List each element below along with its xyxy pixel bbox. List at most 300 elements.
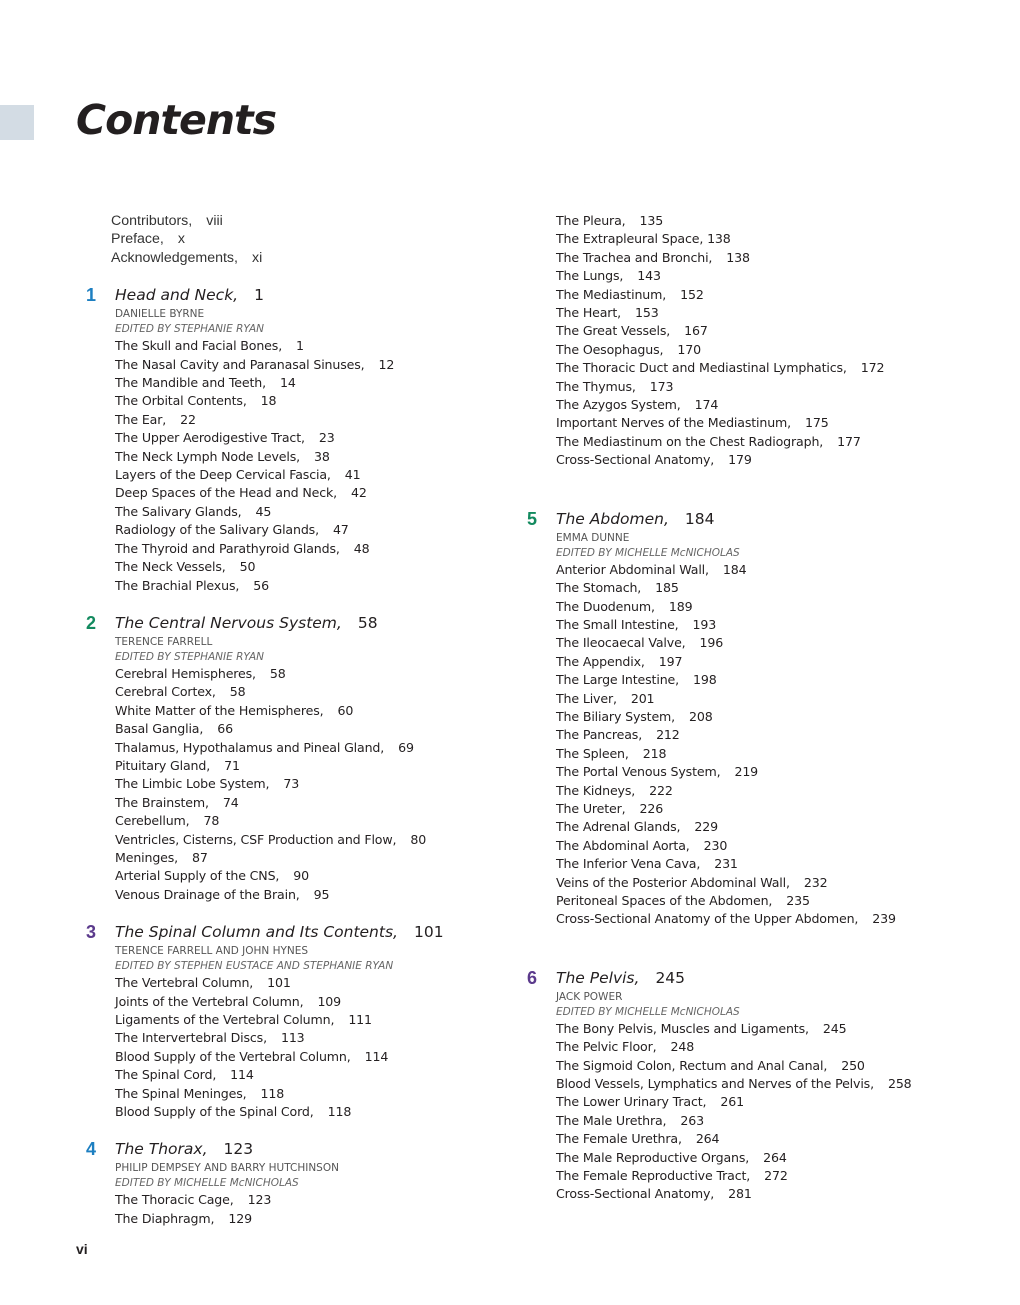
toc-entry[interactable] bbox=[556, 1057, 1007, 1075]
toc-entry-label: The Portal Venous System, bbox=[556, 764, 721, 780]
toc-entry-label: Veins of the Posterior Abdominal Wall, bbox=[556, 874, 790, 890]
toc-entry-label: Deep Spaces of the Head and Neck, bbox=[115, 485, 338, 501]
toc-entry-page: 114 bbox=[364, 1048, 389, 1064]
toc-entry[interactable] bbox=[556, 1038, 1007, 1056]
toc-entry[interactable] bbox=[115, 720, 506, 738]
toc-entry-page: 201 bbox=[630, 690, 655, 706]
toc-entry[interactable] bbox=[115, 337, 506, 355]
toc-entry[interactable] bbox=[556, 322, 1007, 340]
toc-entry-page: 239 bbox=[872, 911, 896, 927]
toc-entry-page: 12 bbox=[378, 356, 395, 372]
toc-entry[interactable] bbox=[556, 708, 1007, 726]
toc-entry-page: 74 bbox=[222, 794, 239, 810]
toc-entry[interactable] bbox=[115, 1048, 506, 1066]
front-matter-item[interactable] bbox=[111, 249, 506, 267]
toc-entry[interactable] bbox=[115, 1085, 506, 1103]
toc-entry-page: 87 bbox=[192, 849, 208, 865]
toc-entry-label: The Azygos System, bbox=[556, 397, 681, 413]
toc-entry-page: 50 bbox=[239, 559, 256, 575]
toc-entry[interactable] bbox=[556, 341, 1007, 359]
toc-entry-page: 218 bbox=[642, 745, 667, 761]
toc-entry-label: The Spinal Cord, bbox=[115, 1067, 217, 1083]
toc-entry-page: 18 bbox=[260, 393, 277, 409]
toc-entry-label: The Thoracic Cage, bbox=[115, 1192, 234, 1208]
chapter-number: 3 bbox=[86, 922, 97, 943]
toc-entry-label: The Ureter, bbox=[556, 800, 626, 816]
toc-right-column bbox=[527, 212, 1007, 1204]
toc-entry-label: The Intervertebral Discs, bbox=[115, 1030, 267, 1046]
chapter-heading[interactable] bbox=[115, 1137, 506, 1161]
toc-entry-page: 66 bbox=[217, 721, 233, 737]
toc-entry-label: The Ear, bbox=[115, 411, 167, 427]
toc-entry-page: 73 bbox=[283, 776, 300, 792]
toc-entry-page: x bbox=[177, 231, 185, 248]
toc-entry[interactable] bbox=[556, 1093, 1007, 1111]
chapter-heading[interactable] bbox=[115, 611, 506, 635]
toc-entry-label: Cerebral Cortex, bbox=[115, 684, 216, 700]
toc-entry-label: The Appendix, bbox=[556, 653, 645, 669]
toc-entry-page: 109 bbox=[317, 993, 342, 1009]
toc-entry-label: Radiology of the Salivary Glands, bbox=[115, 522, 319, 538]
toc-entry-page: 231 bbox=[714, 856, 738, 872]
toc-entry-page: 212 bbox=[656, 727, 680, 743]
toc-entry[interactable] bbox=[115, 974, 506, 992]
toc-entry-page: 60 bbox=[337, 702, 354, 718]
toc-entry-page: 45 bbox=[255, 503, 272, 519]
toc-entry[interactable] bbox=[115, 683, 506, 701]
toc-entry-page: 174 bbox=[694, 397, 719, 413]
toc-entry-label: The Small Intestine, bbox=[556, 616, 679, 632]
toc-entry-page: 152 bbox=[680, 286, 704, 302]
chapter-number: 4 bbox=[86, 1139, 97, 1160]
toc-entry-label: Peritoneal Spaces of the Abdomen, bbox=[556, 893, 773, 908]
toc-entry-label: The Oesophagus, bbox=[556, 341, 664, 357]
toc-left-column bbox=[86, 212, 506, 1228]
front-matter-item[interactable] bbox=[111, 230, 506, 248]
toc-entry-page: 230 bbox=[703, 837, 728, 853]
toc-entry[interactable] bbox=[115, 484, 506, 502]
toc-entry-page: 263 bbox=[680, 1112, 704, 1128]
chapter-1 bbox=[86, 283, 506, 595]
toc-entry-label: Pituitary Gland, bbox=[115, 757, 211, 773]
chapter-page: 1 bbox=[254, 286, 264, 305]
toc-entry-page: 48 bbox=[353, 540, 370, 556]
toc-entry-page: 38 bbox=[314, 448, 330, 464]
toc-entry-label: The Neck Lymph Node Levels, bbox=[115, 448, 301, 464]
chapter-page: 184 bbox=[684, 509, 715, 528]
toc-entry-page: 69 bbox=[398, 739, 414, 755]
toc-entry[interactable] bbox=[556, 433, 1007, 451]
toc-entry-page: 177 bbox=[837, 433, 861, 449]
toc-entry-label: Blood Vessels, Lymphatics and Nerves of the Pelvis, bbox=[556, 1076, 874, 1092]
toc-entry-label: Blood Supply of the Vertebral Column, bbox=[115, 1048, 351, 1064]
toc-entry-label: Contributors, bbox=[111, 213, 193, 229]
chapter-5 bbox=[527, 507, 1007, 929]
chapter-page: 101 bbox=[413, 923, 444, 942]
toc-entry[interactable] bbox=[556, 359, 1007, 377]
toc-entry-label: The Vertebral Column, bbox=[115, 975, 254, 991]
toc-entry[interactable] bbox=[556, 616, 1007, 634]
page-title: Contents bbox=[76, 96, 277, 144]
toc-entry[interactable] bbox=[115, 448, 506, 466]
toc-entry-label: The Extrapleural Space, 138 bbox=[556, 231, 731, 247]
toc-entry[interactable] bbox=[556, 782, 1007, 800]
toc-entry[interactable] bbox=[556, 414, 1007, 432]
toc-entry[interactable] bbox=[115, 757, 506, 775]
toc-entry-label: The Abdominal Aorta, bbox=[556, 837, 690, 853]
toc-entry-label: Cerebral Hemispheres, bbox=[115, 665, 256, 681]
toc-entry-label: Ventricles, Cisterns, CSF Production and Flow, bbox=[115, 831, 397, 847]
toc-entry-label: Arterial Supply of the CNS, bbox=[115, 868, 280, 884]
toc-entry-label: The Orbital Contents, bbox=[115, 393, 247, 409]
toc-entry-label: The Neck Vessels, bbox=[115, 559, 226, 575]
chapter-6 bbox=[527, 966, 1007, 1204]
toc-entry[interactable] bbox=[115, 867, 506, 885]
toc-entry-page: 47 bbox=[332, 522, 349, 538]
page-number: vi bbox=[76, 1241, 88, 1257]
toc-entry-label: The Sigmoid Colon, Rectum and Anal Canal, bbox=[556, 1057, 828, 1073]
toc-entry[interactable] bbox=[556, 800, 1007, 818]
toc-entry-label: The Large Intestine, bbox=[556, 672, 679, 688]
toc-entry-page: 232 bbox=[803, 874, 828, 890]
toc-entry[interactable] bbox=[556, 855, 1007, 873]
toc-entry[interactable] bbox=[115, 775, 506, 793]
toc-entry-label: Preface, bbox=[111, 231, 164, 248]
toc-entry-label: The Duodenum, bbox=[556, 598, 655, 614]
toc-entry-label: The Thoracic Duct and Mediastinal Lymphatics, bbox=[556, 360, 847, 376]
toc-entry[interactable] bbox=[556, 1020, 1007, 1038]
toc-entry-label: White Matter of the Hemispheres, bbox=[115, 702, 324, 718]
chapter-editor: EDITED BY STEPHANIE RYAN bbox=[115, 650, 265, 663]
toc-entry[interactable] bbox=[115, 577, 506, 595]
toc-entry-label: The Limbic Lobe System, bbox=[115, 776, 270, 792]
chapter-author: JACK POWER bbox=[556, 990, 623, 1003]
toc-entry-page: 173 bbox=[649, 378, 674, 394]
toc-entry[interactable] bbox=[556, 378, 1007, 396]
toc-entry-page: 281 bbox=[728, 1186, 752, 1202]
toc-entry-page: 22 bbox=[180, 411, 196, 427]
toc-entry-label: Important Nerves of the Mediastinum, bbox=[556, 415, 792, 431]
toc-entry-page: 196 bbox=[699, 635, 724, 651]
chapter-heading[interactable] bbox=[115, 920, 506, 944]
toc-entry-page: viii bbox=[206, 213, 223, 229]
toc-entry-label: The Lungs, bbox=[556, 268, 624, 284]
toc-entry[interactable] bbox=[556, 1112, 1007, 1130]
toc-entry-page: 245 bbox=[822, 1020, 847, 1036]
toc-entry[interactable] bbox=[556, 212, 1007, 230]
toc-entry[interactable] bbox=[556, 892, 1007, 910]
toc-entry-label: The Ileocaecal Valve, bbox=[556, 635, 686, 651]
chapter-heading[interactable] bbox=[115, 283, 506, 307]
toc-entry-page: 101 bbox=[267, 975, 291, 991]
chapters-right bbox=[527, 212, 1007, 1204]
chapter-2 bbox=[86, 611, 506, 904]
chapter-title: Head and Neck, bbox=[115, 286, 239, 305]
toc-entry[interactable] bbox=[115, 1066, 506, 1084]
toc-entry[interactable] bbox=[556, 1185, 1007, 1203]
toc-entry-label: Acknowledgements, bbox=[111, 249, 238, 266]
toc-entry[interactable] bbox=[115, 466, 506, 484]
front-matter-item[interactable] bbox=[111, 212, 506, 230]
toc-entry[interactable] bbox=[556, 1149, 1007, 1167]
toc-entry-label: The Mandible and Teeth, bbox=[115, 375, 266, 391]
toc-entry-page: 78 bbox=[203, 813, 220, 829]
toc-entry-label: The Great Vessels, bbox=[556, 323, 671, 339]
toc-entry-label: The Skull and Facial Bones, bbox=[115, 338, 283, 354]
toc-entry[interactable] bbox=[556, 396, 1007, 414]
toc-entry-page: 1 bbox=[296, 338, 304, 354]
toc-entry[interactable] bbox=[556, 671, 1007, 689]
toc-entry-label: The Inferior Vena Cava, bbox=[556, 856, 701, 872]
toc-entry[interactable] bbox=[115, 812, 506, 830]
toc-entry-label: The Heart, bbox=[556, 305, 621, 321]
toc-entry-label: The Kidneys, bbox=[556, 782, 636, 798]
toc-entry-page: 113 bbox=[280, 1030, 305, 1046]
toc-entry[interactable] bbox=[556, 1130, 1007, 1148]
toc-entry-label: The Brainstem, bbox=[115, 794, 209, 810]
toc-entry-page: 264 bbox=[763, 1149, 787, 1165]
toc-entry[interactable] bbox=[115, 1103, 506, 1121]
chapter-number: 2 bbox=[86, 612, 97, 633]
front-matter bbox=[86, 212, 506, 267]
toc-entry[interactable] bbox=[556, 598, 1007, 616]
toc-entry-page: 95 bbox=[313, 886, 330, 902]
toc-entry[interactable] bbox=[556, 818, 1007, 836]
toc-entry-label: The Thyroid and Parathyroid Glands, bbox=[115, 540, 340, 556]
toc-entry[interactable] bbox=[115, 503, 506, 521]
toc-entry-page: 123 bbox=[247, 1192, 272, 1208]
toc-entry-page: 111 bbox=[348, 1012, 372, 1027]
toc-entry-label: The Mediastinum on the Chest Radiograph, bbox=[556, 433, 824, 449]
toc-entry-label: Ligaments of the Vertebral Column, bbox=[115, 1012, 335, 1027]
toc-entry[interactable] bbox=[115, 831, 506, 849]
toc-entry-label: Blood Supply of the Spinal Cord, bbox=[115, 1104, 314, 1120]
toc-entry[interactable] bbox=[556, 653, 1007, 671]
toc-entry[interactable] bbox=[115, 392, 506, 410]
chapter-page: 245 bbox=[655, 968, 686, 987]
chapter-page: 58 bbox=[357, 613, 378, 632]
toc-entry-page: 219 bbox=[734, 764, 759, 780]
toc-entry[interactable] bbox=[115, 665, 506, 683]
toc-entry[interactable] bbox=[115, 1191, 506, 1209]
toc-entry-page: 185 bbox=[655, 580, 679, 596]
chapter-number: 1 bbox=[86, 285, 97, 306]
toc-entry-page: 135 bbox=[639, 213, 664, 228]
toc-entry-label: Cerebellum, bbox=[115, 813, 190, 829]
chapter-editor: EDITED BY MICHELLE McNICHOLAS bbox=[556, 1005, 740, 1018]
toc-entry[interactable] bbox=[115, 356, 506, 374]
toc-entry-label: The Female Reproductive Tract, bbox=[556, 1168, 751, 1184]
toc-entry-page: 138 bbox=[726, 249, 750, 265]
chapter-title: The Pelvis, bbox=[556, 968, 640, 987]
toc-entry-page: 118 bbox=[260, 1085, 285, 1101]
toc-entry-page: 179 bbox=[728, 452, 752, 468]
chapter-4 bbox=[527, 212, 1007, 470]
toc-entry-page: 129 bbox=[228, 1210, 252, 1226]
toc-entry-label: Layers of the Deep Cervical Fascia, bbox=[115, 467, 331, 483]
section-tab-marker bbox=[0, 105, 34, 140]
chapter-number: 6 bbox=[527, 967, 538, 988]
toc-entry[interactable] bbox=[556, 304, 1007, 322]
toc-entry-page: 153 bbox=[634, 305, 659, 321]
chapter-author: TERENCE FARRELL AND JOHN HYNES bbox=[115, 945, 309, 958]
toc-entry-page: 56 bbox=[253, 577, 269, 593]
chapter-title: The Spinal Column and Its Contents, bbox=[115, 923, 398, 942]
toc-entry-page: 118 bbox=[327, 1104, 352, 1120]
chapter-editor: EDITED BY STEPHEN EUSTACE AND STEPHANIE RYAN bbox=[115, 960, 394, 973]
chapter-heading[interactable] bbox=[556, 507, 1007, 531]
toc-entry[interactable] bbox=[556, 763, 1007, 781]
toc-entry[interactable] bbox=[115, 374, 506, 392]
toc-entry-label: Cross-Sectional Anatomy, bbox=[556, 452, 715, 468]
toc-entry-page: 42 bbox=[351, 485, 367, 501]
toc-entry-page: 261 bbox=[720, 1094, 744, 1110]
toc-entry-page: 143 bbox=[637, 268, 661, 284]
toc-entry-label: The Upper Aerodigestive Tract, bbox=[115, 430, 305, 446]
toc-entry[interactable] bbox=[115, 411, 506, 429]
toc-entry[interactable] bbox=[115, 849, 506, 867]
toc-entry[interactable] bbox=[115, 993, 506, 1011]
toc-entry-page: 222 bbox=[649, 782, 673, 798]
toc-entry[interactable] bbox=[556, 745, 1007, 763]
toc-entry-label: The Pancreas, bbox=[556, 727, 643, 743]
toc-entry[interactable] bbox=[115, 558, 506, 576]
toc-entry-label: The Brachial Plexus, bbox=[115, 577, 240, 593]
toc-entry-label: The Male Reproductive Organs, bbox=[556, 1149, 750, 1165]
toc-entry-page: 170 bbox=[677, 341, 701, 357]
toc-entry-label: Meninges, bbox=[115, 849, 179, 865]
toc-entry[interactable] bbox=[115, 702, 506, 720]
toc-entry-page: 250 bbox=[841, 1057, 865, 1073]
toc-entry-label: The Male Urethra, bbox=[556, 1112, 667, 1128]
chapter-4 bbox=[86, 1137, 506, 1228]
toc-entry-label: Cross-Sectional Anatomy, bbox=[556, 1186, 715, 1202]
toc-entry[interactable] bbox=[556, 286, 1007, 304]
toc-entry-page: 229 bbox=[694, 819, 718, 835]
toc-entry-label: The Spinal Meninges, bbox=[115, 1085, 247, 1101]
chapter-editor: EDITED BY MICHELLE McNICHOLAS bbox=[115, 1177, 299, 1190]
toc-entry[interactable] bbox=[115, 739, 506, 757]
chapter-3 bbox=[86, 920, 506, 1121]
toc-entry[interactable] bbox=[115, 1011, 506, 1029]
toc-entry-page: 23 bbox=[318, 430, 335, 446]
toc-entry-page: 272 bbox=[764, 1168, 788, 1184]
toc-entry-label: Joints of the Vertebral Column, bbox=[115, 993, 304, 1009]
toc-entry[interactable] bbox=[115, 521, 506, 539]
toc-entry-page: 184 bbox=[722, 561, 747, 577]
toc-entry-label: The Spleen, bbox=[556, 745, 629, 761]
chapter-heading[interactable] bbox=[556, 966, 1007, 990]
toc-entry-page: 58 bbox=[229, 684, 246, 700]
chapter-title: The Abdomen, bbox=[556, 509, 669, 528]
toc-entry-page: xi bbox=[251, 249, 263, 266]
toc-entry[interactable] bbox=[556, 1075, 1007, 1093]
toc-entry-page: 258 bbox=[887, 1076, 912, 1092]
toc-entry[interactable] bbox=[115, 886, 506, 904]
toc-entry-label: The Pelvic Floor, bbox=[556, 1039, 657, 1055]
toc-entry-page: 80 bbox=[410, 831, 427, 847]
toc-entry-label: Thalamus, Hypothalamus and Pineal Gland, bbox=[115, 739, 385, 755]
toc-entry-page: 226 bbox=[639, 800, 664, 816]
toc-entry-label: The Salivary Glands, bbox=[115, 503, 242, 519]
toc-entry[interactable] bbox=[556, 634, 1007, 652]
toc-entry-label: The Pleura, bbox=[556, 213, 626, 228]
toc-entry[interactable] bbox=[556, 837, 1007, 855]
toc-entry-page: 14 bbox=[279, 375, 296, 391]
toc-entry-label: The Thymus, bbox=[556, 378, 636, 394]
toc-entry-page: 71 bbox=[224, 757, 240, 773]
toc-entry-label: The Nasal Cavity and Paranasal Sinuses, bbox=[115, 356, 365, 372]
toc-entry-page: 208 bbox=[689, 708, 713, 724]
toc-entry-page: 90 bbox=[293, 868, 310, 884]
toc-entry-page: 248 bbox=[670, 1039, 695, 1055]
chapter-editor: EDITED BY MICHELLE McNICHOLAS bbox=[556, 546, 740, 559]
toc-entry-page: 197 bbox=[658, 653, 683, 669]
toc-entry[interactable] bbox=[115, 429, 506, 447]
toc-entry-label: Anterior Abdominal Wall, bbox=[556, 561, 709, 577]
toc-entry[interactable] bbox=[115, 1029, 506, 1047]
toc-entry-page: 189 bbox=[668, 598, 693, 614]
chapter-editor: EDITED BY STEPHANIE RYAN bbox=[115, 323, 265, 336]
toc-entry-label: Venous Drainage of the Brain, bbox=[115, 886, 300, 902]
toc-entry[interactable] bbox=[115, 1210, 506, 1228]
chapter-author: PHILIP DEMPSEY AND BARRY HUTCHINSON bbox=[115, 1162, 339, 1175]
toc-entry-page: 175 bbox=[805, 415, 829, 431]
toc-entry-page: 264 bbox=[695, 1131, 720, 1147]
toc-entry[interactable] bbox=[556, 726, 1007, 744]
toc-entry[interactable] bbox=[556, 579, 1007, 597]
toc-entry-label: The Bony Pelvis, Muscles and Ligaments, bbox=[556, 1020, 809, 1036]
toc-entry-label: The Female Urethra, bbox=[556, 1131, 682, 1147]
chapter-title: The Central Nervous System, bbox=[115, 613, 342, 632]
toc-entry[interactable] bbox=[115, 540, 506, 558]
toc-entry-page: 41 bbox=[344, 467, 361, 483]
toc-entry[interactable] bbox=[556, 451, 1007, 469]
toc-entry-page: 193 bbox=[692, 616, 717, 632]
toc-entry-label: The Diaphragm, bbox=[115, 1210, 215, 1226]
chapters-left bbox=[86, 283, 506, 1228]
toc-entry-label: The Trachea and Bronchi, bbox=[556, 249, 713, 265]
toc-entry-label: The Mediastinum, bbox=[556, 286, 667, 302]
toc-entry[interactable] bbox=[556, 249, 1007, 267]
toc-entry-page: 172 bbox=[860, 360, 885, 376]
toc-entry-label: Cross-Sectional Anatomy of the Upper Abdomen, bbox=[556, 911, 859, 927]
toc-entry-page: 235 bbox=[786, 893, 810, 908]
toc-entry[interactable] bbox=[556, 910, 1007, 928]
toc-entry-page: 114 bbox=[230, 1067, 254, 1083]
chapter-page: 123 bbox=[223, 1140, 254, 1159]
toc-entry-label: The Adrenal Glands, bbox=[556, 819, 681, 835]
chapter-title: The Thorax, bbox=[115, 1140, 208, 1159]
toc-entry-label: The Stomach, bbox=[556, 580, 642, 596]
toc-entry-page: 58 bbox=[269, 665, 286, 681]
toc-entry-label: The Lower Urinary Tract, bbox=[556, 1094, 707, 1110]
chapter-author: EMMA DUNNE bbox=[556, 531, 630, 544]
toc-entry-label: The Biliary System, bbox=[556, 708, 676, 724]
toc-entry-label: The Liver, bbox=[556, 690, 617, 706]
toc-entry[interactable] bbox=[556, 230, 1007, 248]
toc-entry-page: 167 bbox=[684, 323, 708, 339]
toc-entry[interactable] bbox=[556, 561, 1007, 579]
toc-entry[interactable] bbox=[115, 794, 506, 812]
toc-entry[interactable] bbox=[556, 1167, 1007, 1185]
chapter-number: 5 bbox=[527, 508, 538, 529]
chapter-author: TERENCE FARRELL bbox=[115, 635, 213, 648]
toc-entry-page: 198 bbox=[692, 672, 717, 688]
toc-entry[interactable] bbox=[556, 690, 1007, 708]
toc-entry[interactable] bbox=[556, 874, 1007, 892]
toc-entry[interactable] bbox=[556, 267, 1007, 285]
